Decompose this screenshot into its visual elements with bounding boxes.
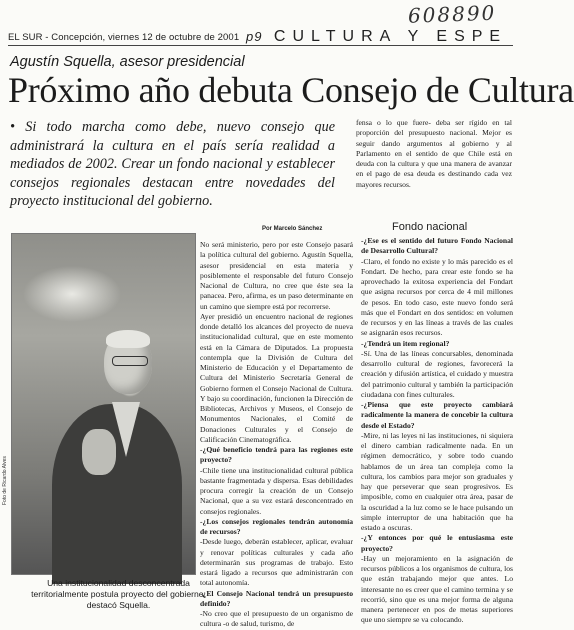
article-paragraph: -Mire, ni las leyes ni las instituciones, ni siquiera el dinero cambian radicalmente nada. En un régimen democrático, y sobre todo cuando hablamos de un área tan compleja como la cultura, los cambios para mejor son graduales y hay que perseverar que sean progresivos. Es imposible, como en cualquier otra área, pasar de la oscuridad a la luz como se le hace pulsando un simple interruptor de una habitación que ha estado a oscuras.	[361, 430, 513, 532]
interview-question: -¿Qué beneficio tendrá para las regiones este proyecto?	[200, 445, 353, 465]
photo-figure-hair	[106, 330, 150, 348]
article-column-3	[361, 236, 513, 625]
article-column-3-top	[356, 118, 512, 190]
section-header	[246, 28, 507, 46]
photo-caption: Una institucionalidad desconcentrada territorialmente postula proyecto del gobierno, destacó Squella.	[31, 578, 206, 610]
article-paragraph: -Desde luego, deberán establecer, aplicar, evaluar y renovar políticas culturales y cada año determinarán sus programas de trabajo. Esto estará ligado a recursos que administrarán con total autonomía.	[200, 537, 353, 588]
interview-question: -¿El Consejo Nacional tendrá un presupuesto definido?	[200, 588, 353, 608]
interview-question: -¿Tendrá un item regional?	[361, 338, 450, 348]
handwritten-archive-number: 608890	[407, 0, 497, 28]
photo-credit: Foto de Ricardo Alves	[2, 456, 8, 505]
photo-figure-hand	[82, 429, 116, 475]
section-page-mark: p9	[246, 29, 263, 44]
article-paragraph: -Chile tiene una institucionalidad cultural pública bastante fragmentada y dispersa. Esas debilidades procura corregir la creación de un Consejo Nacional, que a su vez estará desconcentrado en consejos regionales.	[200, 465, 353, 516]
article-paragraph: Ayer presidió un encuentro nacional de regiones donde detalló los alcances del proyecto de nueva institucionalidad cultural, que en este momento está en la Cámara de Diputados. La propuesta contempla que la División de Cultura del Ministerio de Educación y el Departamento de Cultura del Ministerio Secretaría General de Gobierno formen el Consejo Nacional de Cultura. Y bajo su coordinación, funcionen la Dirección de Bibliotecas, Archivos y Museos, el Consejo de Monumentos Nacionales, el Comité de Donaciones Culturales y el Consejo de Calificación Cinematográfica.	[200, 311, 353, 444]
dateline: EL SUR - Concepción, viernes 12 de octubre de 2001	[8, 32, 240, 43]
kicker: Agustín Squella, asesor presidencial	[10, 54, 245, 70]
photo-agustin-squella	[11, 233, 196, 575]
section-title: CULTURA Y ESPE	[273, 28, 508, 45]
article-paragraph: -Sí. Una de las líneas concursables, denominada desarrollo cultural de regiones, favorecerá la creación y difusión artística, el cuidado y muestra del patrimonio cultural y también la participación ciudadana con fines culturales.	[361, 348, 513, 399]
interview-question: -¿Piensa que este proyecto cambiará radicalmente la manera de concebir la cultura desde el Estado?	[361, 400, 513, 430]
interview-question: -¿Y entonces por qué le entusiasma este proyecto?	[361, 533, 513, 553]
article-paragraph: fensa o lo que fuere- deba ser rígido en tal proporción del presupuesto nacional. Mejor es seguir dando argumentos al gobierno y al Parlamento en el sentido de que Chile está en deuda con la cultura y que una manera de avanzar en el pago de esa deuda es destinando cada vez mayores recursos.	[356, 118, 512, 189]
interview-question: -¿Los consejos regionales tendrán autonomía de recursos?	[200, 516, 353, 536]
photo-figure-body	[52, 404, 182, 584]
subhead: Fondo nacional	[392, 221, 468, 233]
interview-question: -¿Ese es el sentido del futuro Fondo Nacional de Desarrollo Cultural?	[361, 236, 513, 256]
article-column-2	[200, 240, 353, 629]
article-paragraph: -Hay un mejoramiento en la asignación de recursos públicos a los organismos de cultura, los que están trabajando mejor que antes. Lo interesante no es creer que el camino termina y se recorrió, sino que es una mejor forma de alguna manera pertenecer en pos de metas superiores que uno siempre se va colocando.	[361, 553, 513, 625]
lead-paragraph: • Si todo marcha como debe, nuevo consejo que administrará la cultura en el país sería realidad a mediados de 2002. Crear un fondo nacional y establecer consejos regionales destacan entre novedades del proyecto institucional del gobierno.	[10, 119, 335, 210]
article-paragraph: -No creo que el presupuesto de un organismo de cultura -o de salud, turismo, de	[200, 609, 353, 629]
article-paragraph: -Claro, el fondo no existe y lo más parecido es el Fondart. De hecho, para crear este fondo se ha aprovechado la exitosa experiencia del Fondart que asigna recursos por cerca de 4 mil millones de pesos. En todo caso, este nuevo fondo será más que el Fondart en dos sentidos: en volumen de recursos y en las líneas a través de las cuales se asignarán esos recursos.	[361, 256, 513, 338]
header-rule	[8, 45, 513, 46]
photo-figure-glasses	[112, 356, 148, 366]
headline: Próximo año debuta Consejo de Cultura	[8, 70, 574, 110]
article-paragraph: No será ministerio, pero por este Consejo pasará la política cultural del gobierno. Agustín Squella, asesor presidencial en esta materia y posiblemente el responsable del futuro Consejo Nacional de Cultura, no cree que éste sea la panacea. Pero, afirma, es un paso determinante en un camino que siempre está por recorrerse.	[200, 240, 353, 311]
byline: Por Marcelo Sánchez	[262, 226, 323, 232]
